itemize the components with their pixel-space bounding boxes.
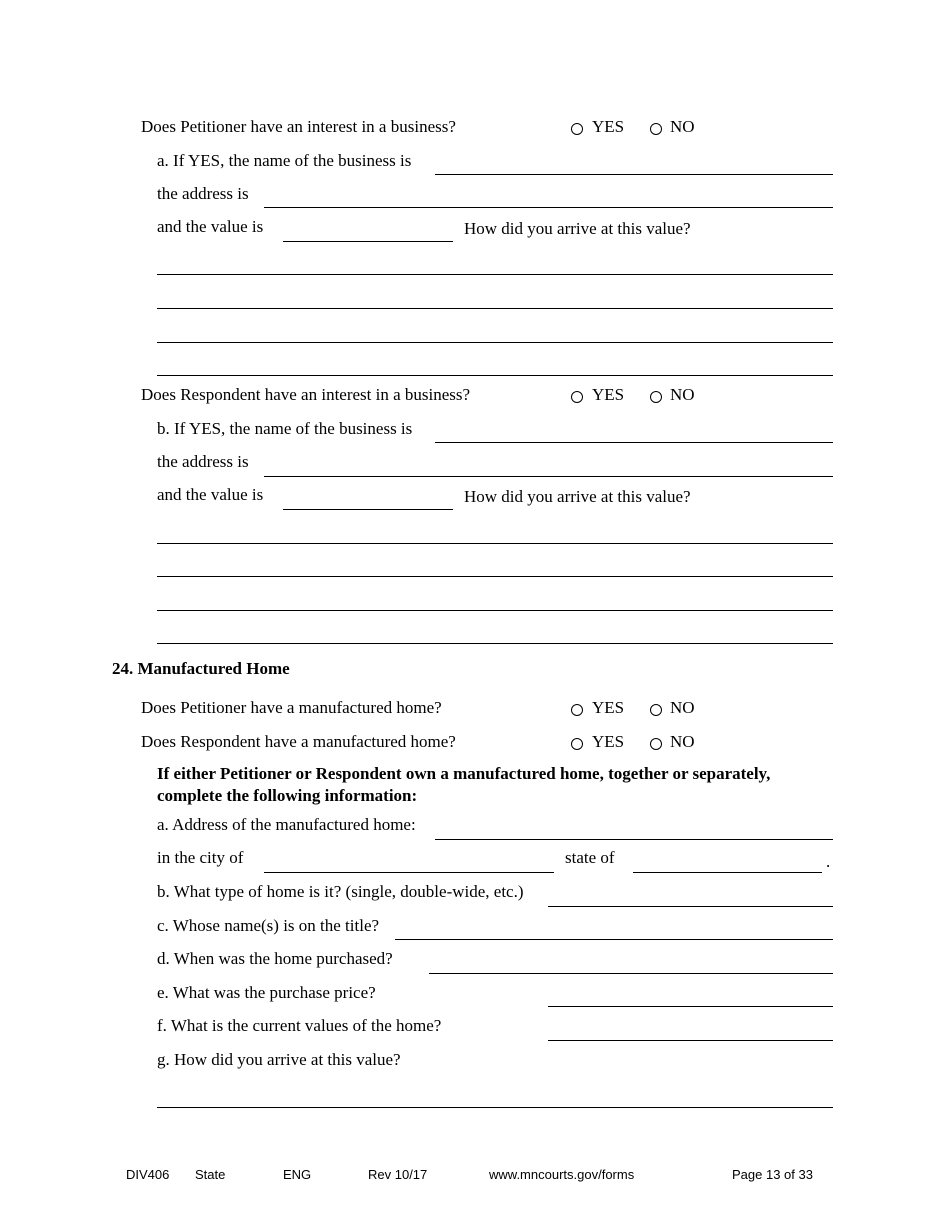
respondent-business-explanation-line[interactable]	[157, 610, 833, 611]
home-city-field[interactable]	[264, 872, 554, 873]
current-value-label: f. What is the current values of the home?	[157, 1016, 442, 1035]
petitioner-business-value-field[interactable]	[283, 241, 453, 242]
home-state-field[interactable]	[633, 872, 822, 873]
footer-language: ENG	[283, 1167, 312, 1182]
value-method-field[interactable]	[157, 1107, 833, 1108]
respondent-business-name-field[interactable]	[435, 442, 833, 443]
petitioner-business-question: Does Petitioner have an interest in a business?	[141, 117, 456, 136]
petitioner-business-address-field[interactable]	[264, 207, 833, 208]
home-address-label: a. Address of the manufactured home:	[157, 815, 416, 834]
title-names-field[interactable]	[395, 939, 833, 940]
home-city-label: in the city of	[157, 848, 244, 867]
petitioner-home-question: Does Petitioner have a manufactured home?	[141, 698, 442, 717]
respondent-business-no-radio[interactable]	[650, 391, 662, 403]
section-24-heading: 24. Manufactured Home	[112, 659, 290, 678]
respondent-business-yes-radio[interactable]	[571, 391, 583, 403]
home-state-label: state of	[565, 848, 615, 867]
respondent-home-yes-label: YES	[592, 732, 625, 751]
footer-revision: Rev 10/17	[368, 1167, 428, 1182]
footer-form-id: DIV406	[126, 1167, 170, 1182]
respondent-business-value-label: and the value is	[157, 485, 264, 504]
purchase-date-label: d. When was the home purchased?	[157, 949, 393, 968]
respondent-business-no-label: NO	[670, 385, 695, 404]
petitioner-business-how-label: How did you arrive at this value?	[464, 219, 691, 238]
purchase-price-label: e. What was the purchase price?	[157, 983, 376, 1002]
respondent-business-explanation-line[interactable]	[157, 576, 833, 577]
respondent-home-no-label: NO	[670, 732, 695, 751]
respondent-business-explanation-line[interactable]	[157, 543, 833, 544]
respondent-business-address-label: the address is	[157, 452, 249, 471]
home-type-label: b. What type of home is it? (single, double-wide, etc.)	[157, 882, 524, 901]
respondent-business-value-field[interactable]	[283, 509, 453, 510]
respondent-business-address-field[interactable]	[264, 476, 833, 477]
instruction-text-line2: complete the following information:	[157, 786, 418, 805]
petitioner-home-no-label: NO	[670, 698, 695, 717]
petitioner-business-address-label: the address is	[157, 184, 249, 203]
respondent-business-name-label: b. If YES, the name of the business is	[157, 419, 413, 438]
value-method-label: g. How did you arrive at this value?	[157, 1050, 401, 1069]
footer-state: State	[195, 1167, 226, 1182]
petitioner-business-explanation-line[interactable]	[157, 308, 833, 309]
home-type-field[interactable]	[548, 906, 833, 907]
petitioner-business-explanation-line[interactable]	[157, 375, 833, 376]
footer-website[interactable]: www.mncourts.gov/forms	[489, 1167, 635, 1182]
respondent-home-no-radio[interactable]	[650, 738, 662, 750]
petitioner-business-explanation-line[interactable]	[157, 274, 833, 275]
instruction-text-line1: If either Petitioner or Respondent own a manufactured home, together or separately,	[157, 764, 771, 783]
petitioner-business-name-label: a. If YES, the name of the business is	[157, 151, 412, 170]
petitioner-business-yes-radio[interactable]	[571, 123, 583, 135]
petitioner-business-no-label: NO	[670, 117, 695, 136]
respondent-home-yes-radio[interactable]	[571, 738, 583, 750]
respondent-business-how-label: How did you arrive at this value?	[464, 487, 691, 506]
respondent-business-question: Does Respondent have an interest in a business?	[141, 385, 471, 404]
title-names-label: c. Whose name(s) is on the title?	[157, 916, 380, 935]
purchase-price-field[interactable]	[548, 1006, 833, 1007]
state-period: .	[826, 852, 831, 871]
purchase-date-field[interactable]	[429, 973, 833, 974]
petitioner-business-value-label: and the value is	[157, 217, 264, 236]
petitioner-home-yes-radio[interactable]	[571, 704, 583, 716]
footer-page-number: Page 13 of 33	[732, 1167, 813, 1182]
petitioner-home-yes-label: YES	[592, 698, 625, 717]
petitioner-home-no-radio[interactable]	[650, 704, 662, 716]
respondent-business-yes-label: YES	[592, 385, 625, 404]
home-address-field[interactable]	[435, 839, 833, 840]
petitioner-business-name-field[interactable]	[435, 174, 833, 175]
petitioner-business-explanation-line[interactable]	[157, 342, 833, 343]
respondent-home-question: Does Respondent have a manufactured home?	[141, 732, 456, 751]
respondent-business-explanation-line[interactable]	[157, 643, 833, 644]
petitioner-business-yes-label: YES	[592, 117, 625, 136]
current-value-field[interactable]	[548, 1040, 833, 1041]
petitioner-business-no-radio[interactable]	[650, 123, 662, 135]
